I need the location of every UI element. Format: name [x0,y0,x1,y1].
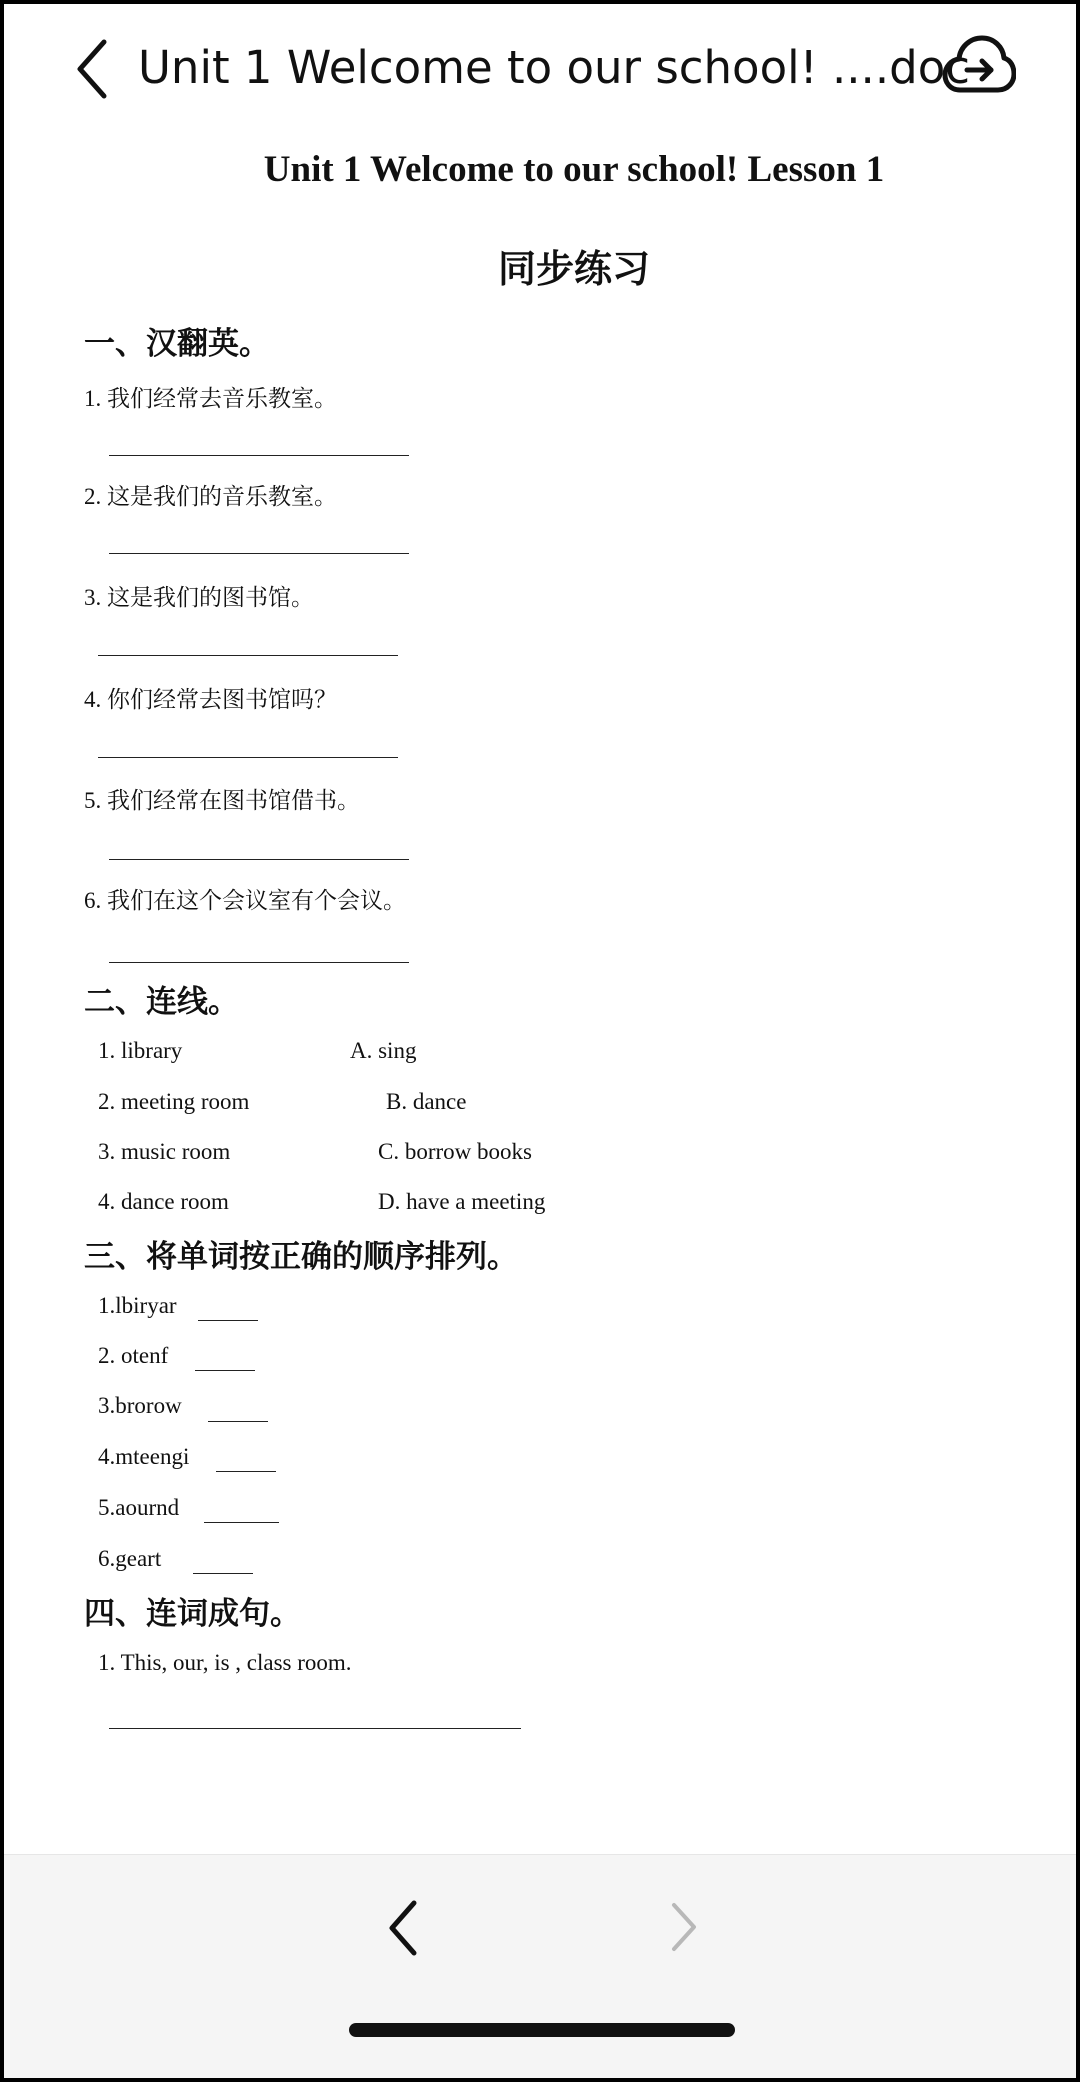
cloud-upload-icon [942,34,1016,100]
doc-subtitle: 同步练习 [497,247,650,291]
document-page [4,126,1076,1854]
section-heading: 一、汉翻英。 [84,326,270,362]
doc-title: Unit 1 Welcome to our school! Lesson 1 [263,149,885,190]
answer-line [109,1728,521,1729]
translate-item: 5. 我们经常在图书馆借书。 [84,788,360,813]
unscramble-item: 5.aournd [98,1495,180,1520]
unscramble-item: 6.geart [98,1546,162,1571]
match-right-item: A. sing [350,1038,417,1063]
section-heading: 二、连线。 [84,984,239,1020]
next-page-button[interactable] [666,1897,702,1957]
back-button[interactable] [70,34,118,104]
answer-line [109,859,409,860]
answer-line [195,1370,255,1371]
unscramble-item: 1.lbiryar [98,1293,177,1318]
answer-line [109,553,409,554]
translate-item: 3. 这是我们的图书馆。 [84,585,314,610]
chevron-left-icon [70,34,118,104]
match-left-item: 2. meeting room [98,1089,250,1114]
answer-line [98,757,398,758]
translate-item: 6. 我们在这个会议室有个会议。 [84,888,406,913]
answer-line [208,1421,268,1422]
section-heading: 三、将单词按正确的顺序排列。 [84,1239,518,1275]
match-left-item: 4. dance room [98,1189,229,1214]
match-left-item: 3. music room [98,1139,231,1164]
match-left-item: 1. library [98,1038,183,1063]
bottom-nav-bar [4,1854,1076,2078]
match-right-item: D. have a meeting [378,1189,546,1214]
match-right-item: C. borrow books [378,1139,532,1164]
unscramble-item: 2. otenf [98,1343,169,1368]
section-heading: 四、连词成句。 [84,1596,301,1632]
previous-page-button[interactable] [384,1895,424,1961]
home-indicator[interactable] [349,2023,735,2037]
answer-line [216,1471,276,1472]
sentence-item: 1. This, our, is , class room. [98,1650,352,1675]
answer-line [204,1522,279,1523]
match-right-item: B. dance [386,1089,467,1114]
unscramble-item: 4.mteengi [98,1444,190,1469]
translate-item: 1. 我们经常去音乐教室。 [84,386,337,411]
document-title: Unit 1 Welcome to our school! ....doc [138,41,970,94]
answer-line [193,1573,253,1574]
chevron-right-icon [666,1897,702,1957]
cloud-upload-button[interactable] [942,34,1016,100]
answer-line [98,655,398,656]
screen [4,4,1076,2078]
answer-line [109,455,409,456]
unscramble-item: 3.brorow [98,1393,182,1418]
header [4,4,1076,126]
translate-item: 4. 你们经常去图书馆吗？ [84,687,337,712]
translate-item: 2. 这是我们的音乐教室。 [84,484,337,509]
answer-line [109,962,409,963]
answer-line [198,1320,258,1321]
chevron-left-icon [384,1895,424,1961]
